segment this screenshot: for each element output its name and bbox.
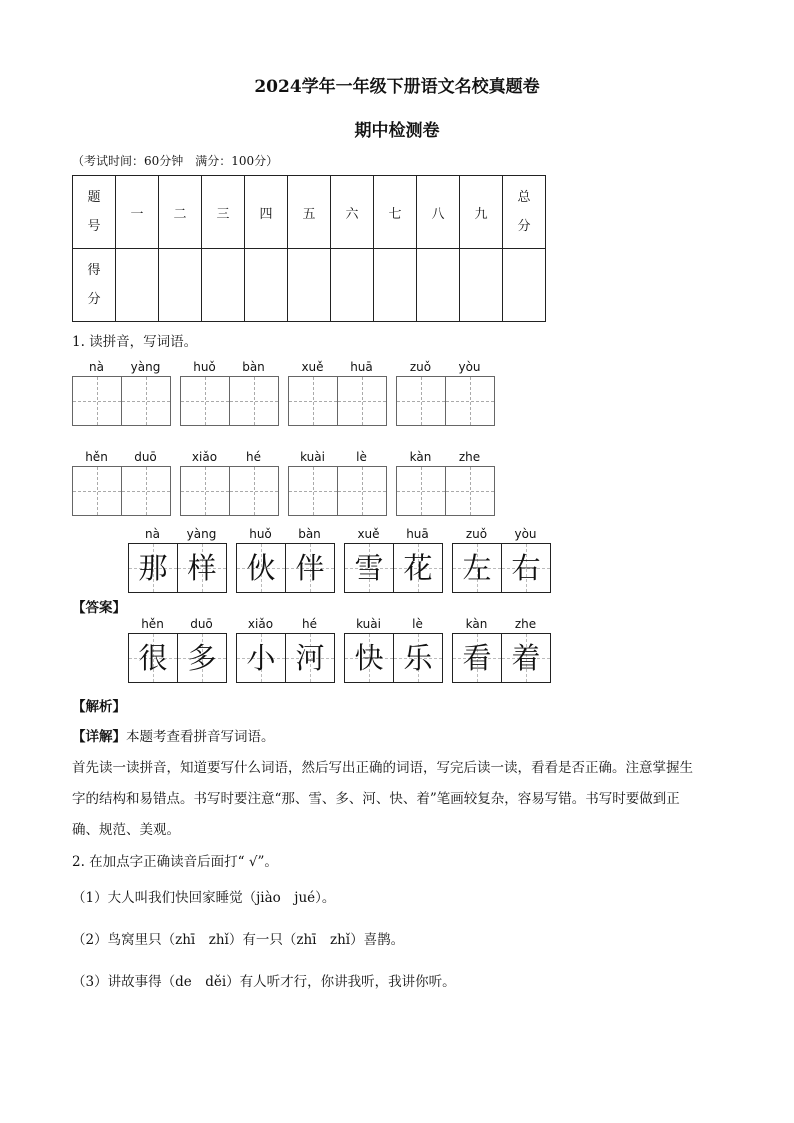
score-cell[interactable] xyxy=(159,249,202,322)
answer-word-group xyxy=(128,527,227,593)
detail-text: 本题考查看拼音写词语。 xyxy=(126,729,275,745)
pinyin: xiǎo xyxy=(191,450,218,464)
detail-paragraph-line: 首先读一读拼音，知道要写什么词语，然后写出正确的词语，写完后读一读，看看是否正确。注意掌握生 xyxy=(72,760,693,776)
grid-cell[interactable] xyxy=(397,467,445,515)
writing-grid[interactable] xyxy=(180,376,279,426)
pinyin: hěn xyxy=(85,450,108,464)
pinyin: lè xyxy=(412,617,423,631)
blank-word-group xyxy=(288,450,387,516)
pinyin: xiǎo xyxy=(247,617,274,631)
answer-label: 【答案】 xyxy=(72,600,126,616)
writing-grid[interactable] xyxy=(396,376,495,426)
answer-char: 右 xyxy=(511,551,541,585)
answer-grid xyxy=(128,633,227,683)
column-header: 六 xyxy=(331,176,374,249)
pinyin: huā xyxy=(350,360,373,374)
grid-cell xyxy=(177,544,226,592)
score-cell[interactable] xyxy=(116,249,159,322)
score-cell[interactable] xyxy=(374,249,417,322)
exam-info: （考试时间：60分钟 满分：100分） xyxy=(72,154,279,168)
column-header-total xyxy=(503,176,546,249)
answer-char: 快 xyxy=(354,641,384,675)
grid-cell xyxy=(453,634,501,682)
pinyin: yòu xyxy=(458,360,481,374)
grid-cell[interactable] xyxy=(445,377,494,425)
answer-char: 左 xyxy=(462,551,492,585)
grid-cell xyxy=(345,634,393,682)
answer-word-group xyxy=(236,527,335,593)
grid-cell xyxy=(501,634,550,682)
pinyin: kuài xyxy=(300,450,325,464)
answer-char: 伴 xyxy=(295,551,325,585)
exam-subtitle: 期中检测卷 xyxy=(354,121,440,141)
grid-cell xyxy=(285,634,334,682)
grid-cell xyxy=(453,544,501,592)
detail-line xyxy=(72,725,275,745)
grid-cell xyxy=(237,544,285,592)
answer-char: 很 xyxy=(138,641,168,675)
grid-cell[interactable] xyxy=(289,467,337,515)
pinyin: zuǒ xyxy=(409,360,432,374)
pinyin: hěn xyxy=(141,617,164,631)
answer-char: 看 xyxy=(462,641,492,675)
grid-cell xyxy=(345,544,393,592)
pinyin: lè xyxy=(356,450,367,464)
grid-cell[interactable] xyxy=(337,467,386,515)
grid-cell xyxy=(393,544,442,592)
blank-word-group xyxy=(72,450,171,516)
grid-cell[interactable] xyxy=(181,377,229,425)
answer-grid xyxy=(344,633,443,683)
writing-grid[interactable] xyxy=(72,466,171,516)
blank-word-group xyxy=(396,360,495,426)
pinyin: yàng xyxy=(186,527,217,541)
pinyin: kàn xyxy=(465,617,488,631)
grid-cell[interactable] xyxy=(289,377,337,425)
score-cell[interactable] xyxy=(417,249,460,322)
score-cell[interactable] xyxy=(503,249,546,322)
grid-cell[interactable] xyxy=(229,467,278,515)
writing-grid[interactable] xyxy=(396,466,495,516)
answer-word-group xyxy=(452,527,551,593)
writing-grid[interactable] xyxy=(180,466,279,516)
answer-grid xyxy=(452,633,551,683)
pinyin: hé xyxy=(246,450,261,464)
pinyin: bàn xyxy=(242,360,265,374)
pinyin: zuǒ xyxy=(465,527,488,541)
writing-grid[interactable] xyxy=(288,466,387,516)
answer-char: 着 xyxy=(511,641,541,675)
answer-grid xyxy=(236,543,335,593)
grid-cell xyxy=(393,634,442,682)
answer-word-group xyxy=(236,617,335,683)
blank-word-group xyxy=(396,450,495,516)
column-header: 七 xyxy=(374,176,417,249)
q2-prompt: 2. 在加点字正确读音后面打“ √”。 xyxy=(72,854,278,870)
answer-char: 河 xyxy=(295,641,325,675)
answer-grid xyxy=(236,633,335,683)
pinyin: duō xyxy=(134,450,157,464)
grid-cell[interactable] xyxy=(121,377,170,425)
blank-word-group xyxy=(180,360,279,426)
column-header: 一 xyxy=(116,176,159,249)
answer-grid xyxy=(344,543,443,593)
grid-cell xyxy=(129,634,177,682)
blank-word-group xyxy=(180,450,279,516)
pinyin: yòu xyxy=(514,527,537,541)
pinyin: huǒ xyxy=(193,360,216,374)
grid-cell[interactable] xyxy=(445,467,494,515)
pinyin: nà xyxy=(145,527,160,541)
q2-item: （2）鸟窝里只（zhī zhǐ）有一只（zhī zhǐ）喜鹊。 xyxy=(72,932,405,948)
pinyin: huǒ xyxy=(249,527,272,541)
column-header: 九 xyxy=(460,176,503,249)
answer-word-group xyxy=(344,527,443,593)
detail-paragraph-line: 确、规范、美观。 xyxy=(72,822,180,838)
answer-word-group xyxy=(344,617,443,683)
answer-char: 雪 xyxy=(354,551,384,585)
exam-title: 2024学年一年级下册语文名校真题卷 xyxy=(254,77,540,97)
score-cell[interactable] xyxy=(202,249,245,322)
writing-grid[interactable] xyxy=(288,376,387,426)
row-label-question-number xyxy=(73,176,116,249)
row-label-score xyxy=(73,249,116,322)
total-label-text: 总分 xyxy=(517,190,531,234)
grid-cell[interactable] xyxy=(73,377,121,425)
grid-cell[interactable] xyxy=(337,377,386,425)
answer-char: 小 xyxy=(246,641,276,675)
blank-word-group xyxy=(72,360,171,426)
score-cell[interactable] xyxy=(288,249,331,322)
answer-word-group xyxy=(452,617,551,683)
pinyin: zhe xyxy=(458,450,481,464)
pinyin: xuě xyxy=(357,527,380,541)
grid-cell xyxy=(129,544,177,592)
blank-word-group xyxy=(288,360,387,426)
column-header: 四 xyxy=(245,176,288,249)
grid-cell[interactable] xyxy=(397,377,445,425)
detail-paragraph-line: 字的结构和易错点。书写时要注意“那、雪、多、河、快、着”笔画较复杂，容易写错。书写时要做到正 xyxy=(72,791,680,807)
q1-prompt: 1. 读拼音，写词语。 xyxy=(72,334,198,350)
score-table-header-row xyxy=(73,176,546,249)
pinyin: kàn xyxy=(409,450,432,464)
pinyin: huā xyxy=(406,527,429,541)
column-header: 五 xyxy=(288,176,331,249)
pinyin: duō xyxy=(190,617,213,631)
score-cell[interactable] xyxy=(245,249,288,322)
pinyin: bàn xyxy=(298,527,321,541)
grid-cell xyxy=(501,544,550,592)
grid-cell xyxy=(285,544,334,592)
q2-item: （3）讲故事得（de děi）有人听才行，你讲我听，我讲你听。 xyxy=(72,974,456,990)
answer-char: 样 xyxy=(187,551,217,585)
pinyin: zhe xyxy=(514,617,537,631)
answer-char: 那 xyxy=(138,551,168,585)
pinyin: hé xyxy=(302,617,317,631)
pinyin: yàng xyxy=(130,360,161,374)
writing-grid[interactable] xyxy=(72,376,171,426)
detail-label: 【详解】 xyxy=(72,729,126,745)
score-cell[interactable] xyxy=(460,249,503,322)
row-label-text: 得分 xyxy=(87,263,101,307)
answer-word-group xyxy=(128,617,227,683)
pinyin: xuě xyxy=(301,360,324,374)
q2-item: （1）大人叫我们快回家睡觉（jiào jué）。 xyxy=(72,890,336,906)
column-header: 八 xyxy=(417,176,460,249)
column-header: 三 xyxy=(202,176,245,249)
column-header: 二 xyxy=(159,176,202,249)
answer-grid xyxy=(128,543,227,593)
pinyin: kuài xyxy=(356,617,381,631)
score-table-score-row xyxy=(73,249,546,322)
grid-cell[interactable] xyxy=(229,377,278,425)
grid-cell xyxy=(237,634,285,682)
answer-char: 多 xyxy=(187,641,217,675)
analysis-label: 【解析】 xyxy=(72,699,126,715)
answer-char: 花 xyxy=(403,551,433,585)
grid-cell[interactable] xyxy=(181,467,229,515)
answer-grid xyxy=(452,543,551,593)
answer-char: 伙 xyxy=(246,551,276,585)
score-table xyxy=(72,175,546,322)
grid-cell[interactable] xyxy=(121,467,170,515)
score-cell[interactable] xyxy=(331,249,374,322)
grid-cell xyxy=(177,634,226,682)
pinyin: nà xyxy=(89,360,104,374)
answer-char: 乐 xyxy=(403,641,433,675)
grid-cell[interactable] xyxy=(73,467,121,515)
row-label-text: 题号 xyxy=(87,190,101,234)
